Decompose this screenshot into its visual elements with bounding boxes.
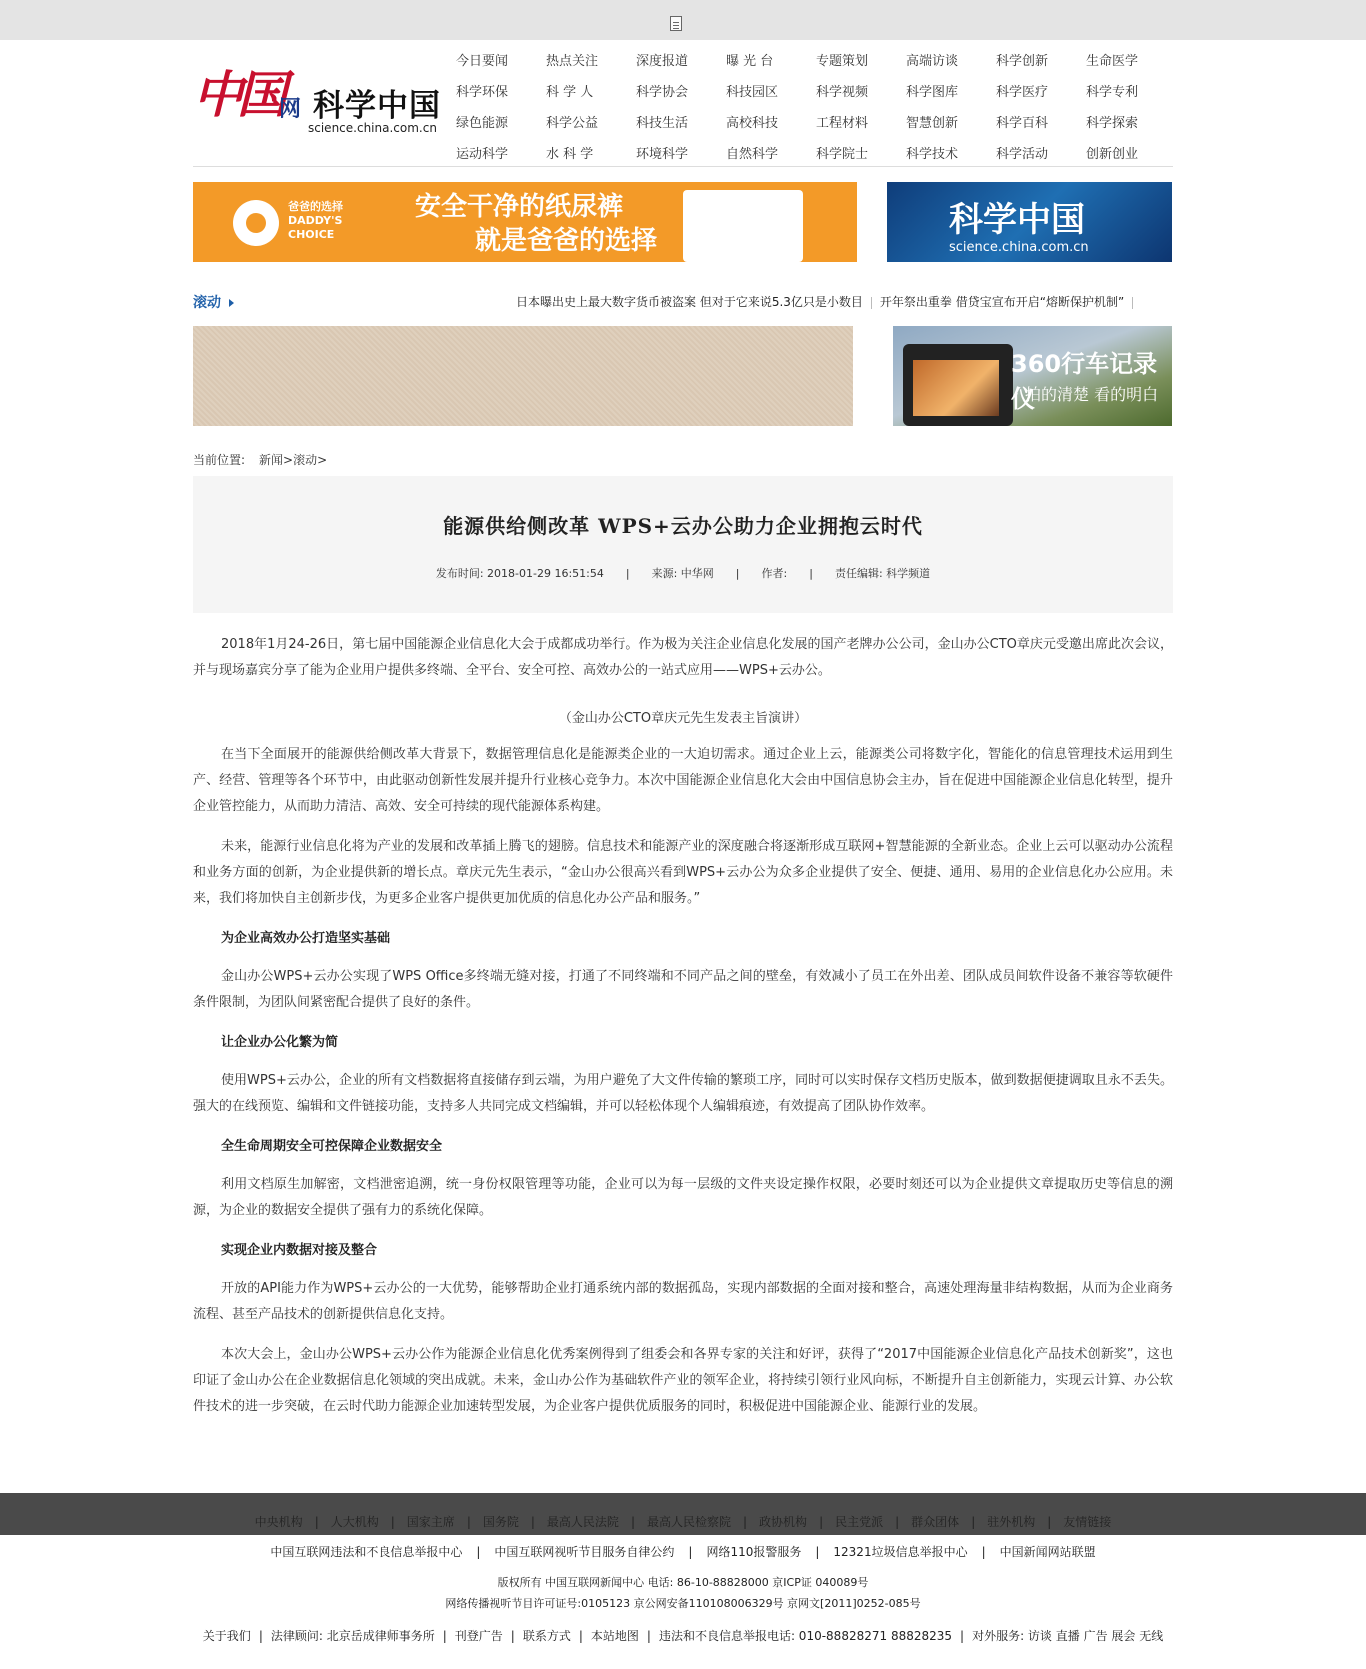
news-ticker <box>516 293 1172 311</box>
footer-link[interactable]: 最高人民法院 <box>546 1515 619 1529</box>
footer-copyright <box>0 1572 1366 1614</box>
nav-link[interactable]: 工程材料 <box>816 116 869 131</box>
nav-row <box>456 137 1176 168</box>
nav-link[interactable]: 创新创业 <box>1086 147 1139 162</box>
nav-link[interactable]: 热点关注 <box>546 54 599 69</box>
footer-link[interactable]: 国家主席 <box>406 1515 455 1529</box>
nav-link[interactable]: 科学图库 <box>906 85 959 100</box>
nav-link[interactable]: 运动科学 <box>456 147 509 162</box>
image-caption: （金山办公CTO章庆元先生发表主旨演讲） <box>558 711 808 726</box>
ad1-headline-line2: 就是爸爸的选择 <box>475 226 658 256</box>
nav-link[interactable]: 绿色能源 <box>456 116 509 131</box>
footer-bottom-links: 关于我们 | 法律顾问: 北京岳成律师事务所 | 刊登广告 | 联系方式 | 本站地图 | 违法和不良信息举报电话: 010-88828271 88828235 | 对外服务: 访谈 直播 广告 展会 无线 <box>202 1629 1164 1643</box>
ad2-text: 科学中国 <box>949 200 1085 240</box>
dashcam-slogan: 拍的清楚 看的明白 <box>1025 385 1159 404</box>
nav-link[interactable]: 智慧创新 <box>906 116 959 131</box>
footer-link[interactable]: 中国互联网违法和不良信息举报中心 <box>270 1545 463 1559</box>
nav-link[interactable]: 科学视频 <box>816 85 869 100</box>
article-source: 来源: 中华网 <box>651 567 714 580</box>
nav-link[interactable]: 科学探索 <box>1086 116 1139 131</box>
dashcam-title: 360行车记录仪 <box>1011 350 1158 413</box>
nav-row <box>456 106 1176 137</box>
nav-link[interactable]: 科学协会 <box>636 85 689 100</box>
ticker-item[interactable]: 开年祭出重拳 借贷宝宣布开启“熔断保护机制” <box>879 295 1125 309</box>
nav-link[interactable]: 今日要闻 <box>456 54 509 69</box>
nav-link[interactable]: 科学公益 <box>546 116 599 131</box>
paragraph: 在当下全面展开的能源供给侧改革大背景下，数据管理信息化是能源类企业的一大迫切需求。通过企业上云，能源类公司将数字化，智能化的信息管理技术运用到生产、经营、管理等各个环节中，由此驱动创新性发展并提升行业核心竞争力。本次中国能源企业信息化大会由中国信息协会主办，旨在促进中国能源企业信息化转型，提升企业管控能力，从而助力清洁、高效、安全可持续的现代能源体系构建。 <box>193 747 1173 814</box>
footer-link[interactable]: 网络110报警服务 <box>706 1545 802 1559</box>
logo-url: science.china.com.cn <box>308 121 437 135</box>
footer-link[interactable]: 群众团体 <box>911 1515 960 1529</box>
article-title: 能源供给侧改革 WPS+云办公助力企业拥抱云时代 <box>443 514 923 538</box>
footer-link[interactable]: 驻外机构 <box>987 1515 1036 1529</box>
nav-link[interactable]: 科学环保 <box>456 85 509 100</box>
footer-link[interactable]: 刊登广告 <box>454 1629 503 1643</box>
nav-link[interactable]: 自然科学 <box>726 147 779 162</box>
logo-mark: 中国 <box>193 65 281 124</box>
nav-link[interactable]: 科技园区 <box>726 85 779 100</box>
footer-link[interactable]: 中国互联网视听节目服务自律公约 <box>494 1545 675 1559</box>
article-header <box>193 476 1173 613</box>
logo-site-name: 科学中国 <box>313 88 441 124</box>
paragraph: 未来，能源行业信息化将为产业的发展和改革插上腾飞的翅膀。信息技术和能源产业的深度融合将逐渐形成互联网+智慧能源的全新业态。企业上云可以驱动办公流程和业务方面的创新，为企业提供新的增长点。章庆元先生表示，“金山办公很高兴看到WPS+云办公为众多企业提供了安全、便捷、通用、易用的企业信息化办公应用。未来，我们将加快自主创新步伐，为更多企业客户提供更加优质的信息化办公产品和服务。” <box>193 839 1173 906</box>
nav-link[interactable]: 科学创新 <box>996 54 1049 69</box>
document-icon[interactable] <box>670 16 682 31</box>
article-meta: 发布时间: 2018-01-29 16:51:54 | 来源: 中华网 | 作者: | 责任编辑: 科学频道 <box>435 567 931 580</box>
viewer-toolbar <box>0 0 1366 40</box>
footer-link[interactable]: 对外服务: 访谈 直播 广告 展会 无线 <box>972 1629 1164 1643</box>
footer-links: 中央机构 | 人大机构 | 国家主席 | 国务院 | 最高人民法院 | 最高人民检察院 | 政协机构 | 民主党派 | 群众团体 | 驻外机构 | 友情链接 <box>254 1515 1112 1529</box>
footer-link[interactable]: 法律顾问: 北京岳成律师事务所 <box>270 1629 435 1643</box>
ticker-label[interactable] <box>193 292 234 312</box>
footer-link[interactable]: 12321垃圾信息举报中心 <box>833 1545 968 1559</box>
nav-link[interactable]: 科学医疗 <box>996 85 1049 100</box>
paragraph: 利用文档原生加解密，文档泄密追溯，统一身份权限管理等功能，企业可以为每一层级的文件夹设定操作权限，必要时刻还可以为企业提供文章提取历史等信息的溯源，为企业的数据安全提供了强有力的系统化保障。 <box>193 1177 1173 1218</box>
section-heading: 为企业高效办公打造坚实基础 <box>221 931 391 946</box>
footer-link[interactable]: 人大机构 <box>330 1515 379 1529</box>
footer-link[interactable]: 最高人民检察院 <box>646 1515 731 1529</box>
section-heading: 全生命周期安全可控保障企业数据安全 <box>221 1139 443 1154</box>
article-author: 作者: <box>761 567 788 580</box>
footer-link[interactable]: 中国新闻网站联盟 <box>999 1545 1096 1559</box>
ad1-brand: 爸爸的选择 DADDY'S CHOICE <box>288 200 343 241</box>
paragraph: 金山办公WPS+云办公实现了WPS Office多终端无缝对接，打通了不同终端和不同产品之间的壁垒，有效减小了员工在外出差、团队成员间软件设备不兼容等软硬件条件限制，为团队间紧密配合提供了良好的条件。 <box>193 969 1173 1010</box>
ticker-label-text: 滚动 <box>193 295 221 311</box>
paragraph: 本次大会上，金山办公WPS+云办公作为能源企业信息化优秀案例得到了组委会和各界专家的关注和好评，获得了“2017中国能源企业信息化产品技术创新奖”，这也印证了金山办公在企业数据信息化领域的突出成就。未来，金山办公作为基础软件产业的领军企业，将持续引领行业风向标，不断提升自主创新能力，实现云计算、办公软件技术的进一步突破，在云时代助力能源企业加速转型发展，为企业客户提供优质服务的同时，积极促进中国能源企业、能源行业的发展。 <box>193 1347 1173 1414</box>
footer-link[interactable]: 政协机构 <box>759 1515 808 1529</box>
footer-link[interactable]: 中央机构 <box>254 1515 303 1529</box>
header-divider <box>193 166 1173 167</box>
footer-report-links: 中国互联网违法和不良信息举报中心 | 中国互联网视听节目服务自律公约 | 网络110报警服务 | 12321垃圾信息举报中心 | 中国新闻网站联盟 <box>270 1545 1096 1559</box>
report-phone: 违法和不良信息举报电话: 010-88828271 88828235 <box>658 1629 953 1643</box>
footer-link[interactable]: 友情链接 <box>1063 1515 1112 1529</box>
nav-link[interactable]: 环境科学 <box>636 147 689 162</box>
footer-link[interactable]: 关于我们 <box>202 1629 251 1643</box>
nav-link[interactable]: 专题策划 <box>816 54 869 69</box>
nav-link[interactable]: 生命医学 <box>1086 54 1139 69</box>
nav-link[interactable]: 科学百科 <box>996 116 1049 131</box>
paragraph: 开放的API能力作为WPS+云办公的一大优势，能够帮助企业打通系统内部的数据孤岛，实现内部数据的全面对接和整合，高速处理海量非结构数据，从而为企业商务流程、甚至产品技术的创新提供信息化支持。 <box>193 1281 1173 1322</box>
diaper-ad-banner[interactable] <box>193 182 857 262</box>
ticker-separator <box>1132 297 1133 309</box>
fabric-ad-banner[interactable] <box>193 326 853 426</box>
paragraph: 2018年1月24-26日，第七届中国能源企业信息化大会于成都成功举行。作为极为关注企业信息化发展的国产老牌办公公司，金山办公CTO章庆元受邀出席此次会议，并与现场嘉宾分享了能为企业用户提供多终端、全平台、安全可控、高效办公的一站式应用——WPS+云办公。 <box>193 637 1173 678</box>
ad1-headline <box>415 190 715 258</box>
nav-row <box>456 44 1176 75</box>
paragraph: 使用WPS+云办公，企业的所有文档数据将直接储存到云端，为用户避免了大文件传输的繁琐工序，同时可以实时保存文档历史版本，做到数据便捷调取且永不丢失。强大的在线预览、编辑和文件链接功能，支持多人共同完成文档编辑，并可以轻松体现个人编辑痕迹，有效提高了团队协作效率。 <box>193 1073 1173 1114</box>
article-body <box>193 632 1173 1434</box>
ad2-url: science.china.com.cn <box>949 240 1089 255</box>
breadcrumb-prefix: 当前位置: <box>193 453 246 467</box>
footer-link[interactable]: 民主党派 <box>835 1515 884 1529</box>
site-logo[interactable] <box>193 60 443 140</box>
nav-row <box>456 75 1176 106</box>
article-editor: 责任编辑: 科学频道 <box>834 567 931 580</box>
nav-link[interactable]: 高校科技 <box>726 116 779 131</box>
publish-time: 发布时间: 2018-01-29 16:51:54 <box>435 567 604 580</box>
caret-right-icon <box>229 299 234 307</box>
dashcam-screen-image <box>913 360 999 416</box>
dashcam-ad-banner[interactable] <box>893 326 1172 426</box>
nav-link[interactable]: 深度报道 <box>636 54 689 69</box>
brand-logo-icon <box>233 200 279 246</box>
nav-link[interactable]: 科学技术 <box>906 147 959 162</box>
nav-link[interactable]: 科技生活 <box>636 116 689 131</box>
breadcrumb <box>193 451 327 468</box>
nav-link[interactable]: 科 学 人 <box>546 85 594 100</box>
nav-link[interactable]: 科学专利 <box>1086 85 1139 100</box>
footer-link[interactable]: 国务院 <box>482 1515 519 1529</box>
breadcrumb-path[interactable]: 新闻>滚动> <box>259 453 328 467</box>
main-nav <box>456 44 1176 168</box>
nav-link[interactable]: 科学院士 <box>816 147 869 162</box>
nav-link[interactable]: 曝 光 台 <box>726 54 774 69</box>
copyright-line: 版权所有 中国互联网新闻中心 电话: 86-10-88828000 京ICP证 040089号 <box>497 1576 869 1589</box>
ticker-item[interactable]: 日本曝出史上最大数字货币被盗案 但对于它来说5.3亿只是小数目 <box>516 295 863 309</box>
section-heading: 实现企业内数据对接及整合 <box>221 1243 378 1258</box>
ad1-headline-line1: 安全干净的纸尿裤 <box>415 192 624 222</box>
product-package-image <box>683 190 803 262</box>
nav-link[interactable]: 水 科 学 <box>546 147 594 162</box>
footer-link[interactable]: 本站地图 <box>590 1629 639 1643</box>
nav-link[interactable]: 科学活动 <box>996 147 1049 162</box>
science-china-ad-banner[interactable] <box>887 182 1172 262</box>
logo-wang: 网 <box>279 97 302 122</box>
ticker-separator <box>871 297 872 309</box>
nav-link[interactable]: 高端访谈 <box>906 54 959 69</box>
license-line: 网络传播视听节目许可证号:0105123 京公网安备110108006329号 京网文[2011]0252-085号 <box>445 1597 921 1610</box>
section-heading: 让企业办公化繁为简 <box>221 1035 339 1050</box>
footer-link[interactable]: 联系方式 <box>522 1629 571 1643</box>
